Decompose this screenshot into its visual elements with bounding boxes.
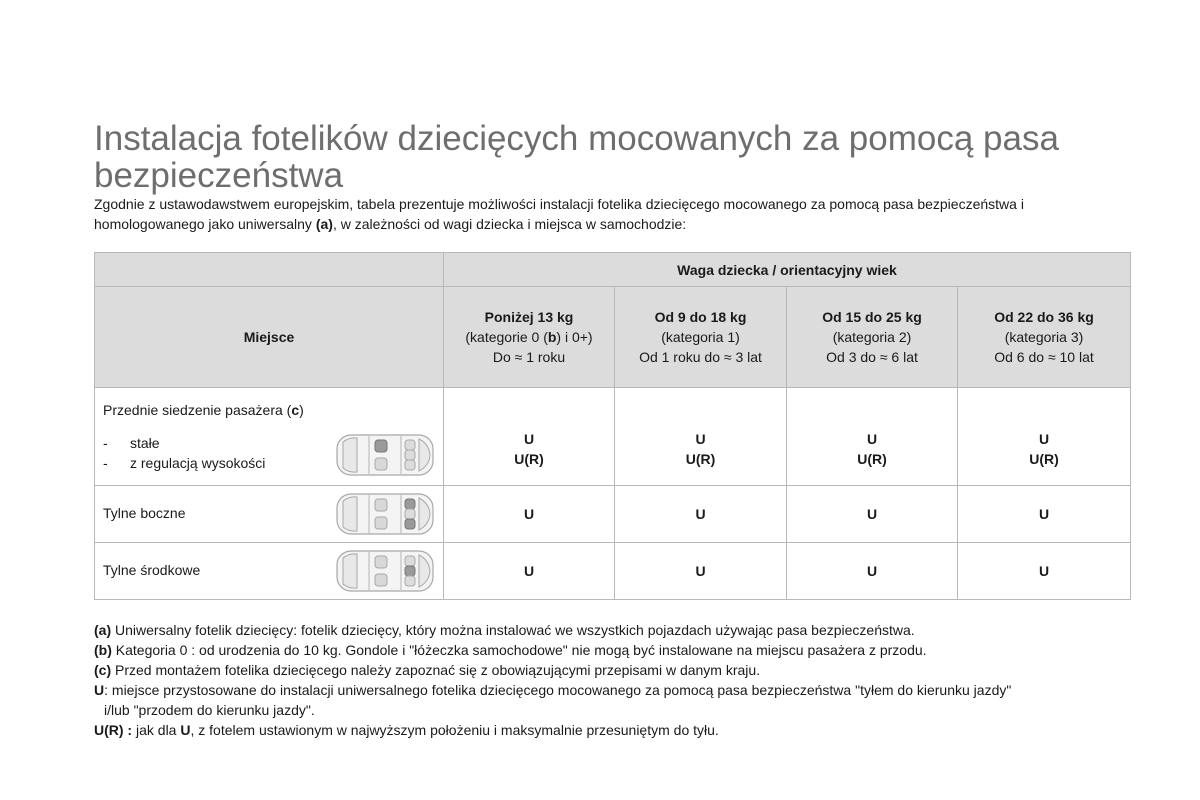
footnote-a: (a) Uniwersalny fotelik dziecięcy: fotelik dziecięcy, który można instalować we wszystkich pojazdach używając pasa bezpieczeństwa. (94, 622, 915, 638)
car-rear-outer-seat-icon (335, 491, 435, 537)
table-group-header-row (95, 253, 1131, 287)
column-category: (kategoria 3) (1004, 329, 1084, 345)
column-header-0 (444, 287, 615, 388)
table-cell: U (787, 486, 958, 543)
table-cell: U U(R) (444, 388, 615, 486)
table-cell: U (958, 486, 1131, 543)
column-title: Poniżej 13 kg (484, 309, 574, 325)
place-cell (95, 543, 444, 600)
footnote-ur: U(R) : jak dla U, z fotelem ustawionym w najwyższym położeniu i maksymalnie przesuniętym do tyłu. (94, 722, 719, 738)
table-cell: U U(R) (615, 388, 787, 486)
intro-paragraph (94, 194, 1134, 234)
footnote-u-continued: i/lub "przodem do kierunku jazdy". (104, 702, 315, 718)
table-cell: U (615, 486, 787, 543)
sub-option-fixed: - stałe (103, 435, 160, 451)
footnotes (94, 620, 1134, 740)
column-category: (kategorie 0 (b) i 0+) (465, 329, 593, 345)
place-label: Tylne środkowe (103, 562, 201, 578)
intro-ref-a: (a) (315, 216, 333, 232)
footnote-c: (c) Przed montażem fotelika dziecięcego należy zapoznać się z obowiązującymi przepisami w danym kraju. (94, 662, 761, 678)
column-category: (kategoria 1) (661, 329, 740, 345)
table-row-rear-outer (95, 486, 1131, 543)
intro-text-2: , w zależności od wagi dziecka i miejsca w samochodzie: (332, 216, 687, 232)
column-header-1 (615, 287, 787, 388)
place-cell (95, 388, 444, 486)
car-front-seat-icon (335, 432, 435, 478)
place-header: Miejsce (95, 287, 444, 388)
column-title: Od 15 do 25 kg (822, 309, 922, 325)
sub-option-adjustable: - z regulacją wysokości (103, 455, 266, 471)
column-age: Do ≈ 1 roku (492, 349, 566, 365)
column-age: Od 6 do ≈ 10 lat (994, 349, 1094, 365)
place-label: Przednie siedzenie pasażera (c) (103, 402, 304, 418)
column-age: Od 3 do ≈ 6 lat (826, 349, 918, 365)
car-rear-center-seat-icon (335, 548, 435, 594)
table-row-front-passenger (95, 388, 1131, 486)
place-label: Tylne boczne (103, 505, 186, 521)
page-title: Instalacja fotelików dziecięcych mocowanych za pomocą pasa bezpieczeństwa (94, 119, 1059, 195)
table-cell: U (444, 486, 615, 543)
column-title: Od 9 do 18 kg (654, 309, 747, 325)
table-cell: U U(R) (958, 388, 1131, 486)
table-cell: U (615, 543, 787, 600)
weight-age-header: Waga dziecka / orientacyjny wiek (444, 253, 1131, 287)
column-header-3 (958, 287, 1131, 388)
column-age: Od 1 roku do ≈ 3 lat (639, 349, 762, 365)
child-seat-table (94, 252, 1131, 600)
footnote-u: U: miejsce przystosowane do instalacji uniwersalnego fotelika dziecięcego mocowanego za pomocą pasa bezpieczeństwa "tyłem do kierunku jazdy" (94, 682, 1012, 698)
place-cell (95, 486, 444, 543)
table-cell: U (787, 543, 958, 600)
footnote-b: (b) Kategoria 0 : od urodzenia do 10 kg. Gondole i "łóżeczka samochodowe" nie mogą być instalowane na miejscu pasażera z przodu. (94, 642, 927, 658)
table-cell: U U(R) (787, 388, 958, 486)
table-cell: U (444, 543, 615, 600)
table-column-header-row (95, 287, 1131, 388)
column-category: (kategoria 2) (832, 329, 912, 345)
table-row-rear-center (95, 543, 1131, 600)
table-cell: U (958, 543, 1131, 600)
intro-text-1: Zgodnie z ustawodawstwem europejskim, tabela prezentuje możliwości instalacji fotelika dziecięcego mocowanego za pomocą pasa bezpieczeństwa i homologowanego jako uniwersalny (94, 196, 1024, 232)
column-header-2 (787, 287, 958, 388)
column-title: Od 22 do 36 kg (994, 309, 1094, 325)
